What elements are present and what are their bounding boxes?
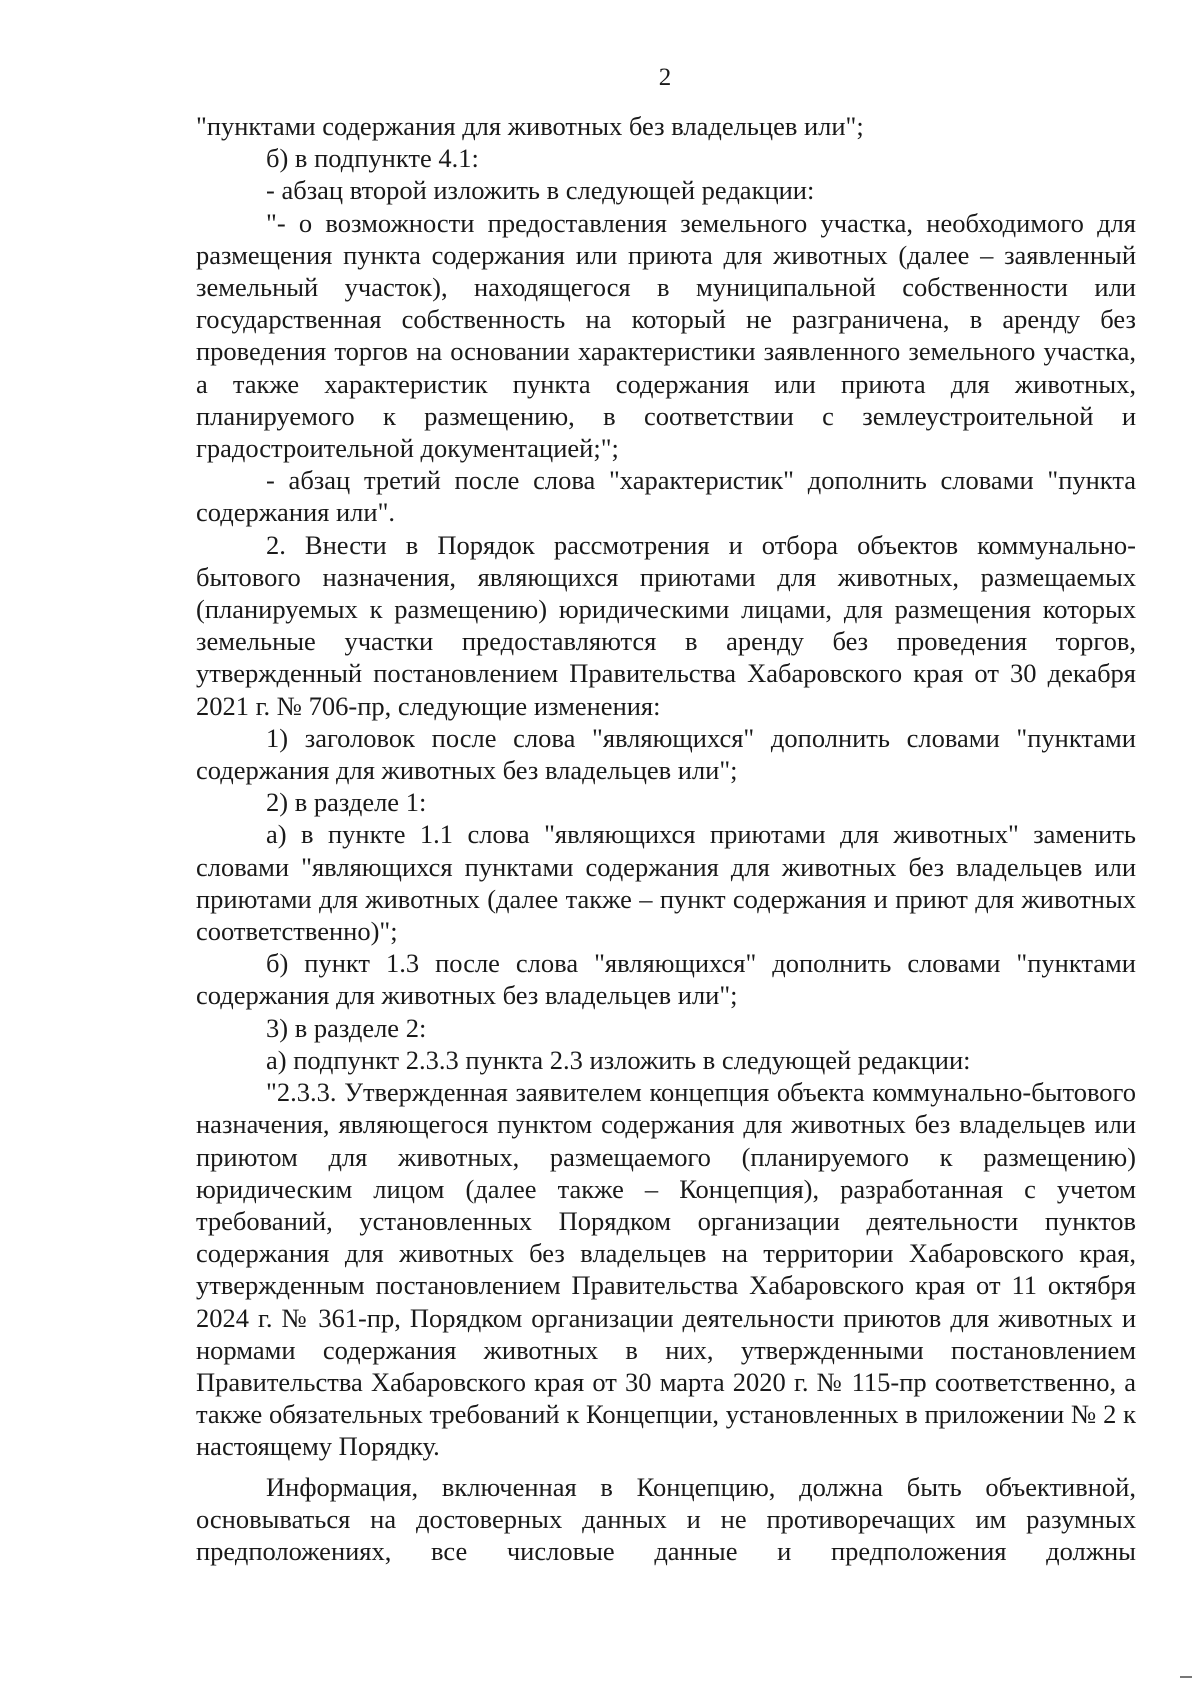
scan-edge-mark (1180, 1676, 1192, 1678)
paragraph: а) подпункт 2.3.3 пункта 2.3 изложить в следующей редакции: (266, 1044, 971, 1075)
paragraph: - абзац третий после слова "характеристик" дополнить словами "пункта содержания или". (196, 465, 1136, 528)
paragraph: 1) заголовок после слова "являющихся" дополнить словами "пунктами содержания для животных без владельцев или"; (196, 722, 1136, 786)
paragraph: "- о возможности предоставления земельного участка, необходимого для размещения пункта содержания или приюта для животных (далее – заявленный земельный участок), находящегося в муниципальной собственности или государственная собственность на который не разграничена, в аренду без проведения торгов на основании характеристики заявленного земельного участка, а также характеристик пункта содержания или приюта для животных, планируемого к размещению, в соответствии с землеустроительной и градостроительной документацией;"; (196, 207, 1136, 464)
paragraph: - абзац второй изложить в следующей редакции: (266, 175, 815, 206)
paragraph: "пунктами содержания для животных без владельцев или"; (196, 111, 864, 141)
paragraph: 3) в разделе 2: (266, 1012, 427, 1043)
paragraph: 2. Внести в Порядок рассмотрения и отбора объектов коммунально-бытового назначения, являющихся приютами для животных, размещаемых (планируемых к размещению) юридическими лицами, для размещения которых земельные участки предоставляются в аренду без проведения торгов, утвержденный постановлением Правительства Хабаровского края от 30 декабря 2021 г. № 706-пр, следующие изменения: (196, 529, 1136, 721)
paragraph: а) в пункте 1.1 слова "являющихся приютами для животных" заменить словами "являющихся пунктами содержания для животных без владельцев или приютами для животных (далее также – пункт содержания и приют для животных соответственно)"; (196, 819, 1136, 947)
paragraph: 2) в разделе 1: (266, 787, 427, 818)
paragraph: б) в подпункте 4.1: (266, 143, 479, 174)
paragraph: Информация, включенная в Концепцию, должна быть объективной, основываться на достоверных данных и не противоречащих им разумных предположениях, все числовые данные и предположения должны (196, 1471, 1136, 1566)
paragraph: "2.3.3. Утвержденная заявителем концепция объекта коммунально-бытового назначения, являющегося пунктом содержания для животных без владельцев или приютом для животных, размещаемого (планируемого к размещению) юридическим лицом (далее также – Концепция), разработанная с учетом требований, установленных Порядком организации деятельности пунктов содержания для животных без владельцев на территории Хабаровского края, утвержденным постановлением Правительства Хабаровского края от 11 октября 2024 г. № 361-пр, Порядком организации деятельности приютов для животных и нормами содержания животных в них, утвержденными постановлением Правительства Хабаровского края от 30 марта 2020 г. № 115-пр соответственно, а также обязательных требований к Концепции, установленных в приложении № 2 к настоящему Порядку. (196, 1077, 1136, 1462)
page-number: 2 (658, 64, 672, 91)
paragraph: б) пункт 1.3 после слова "являющихся" дополнить словами "пунктами содержания для животных без владельцев или"; (196, 948, 1136, 1011)
document-body (196, 110, 1136, 1567)
